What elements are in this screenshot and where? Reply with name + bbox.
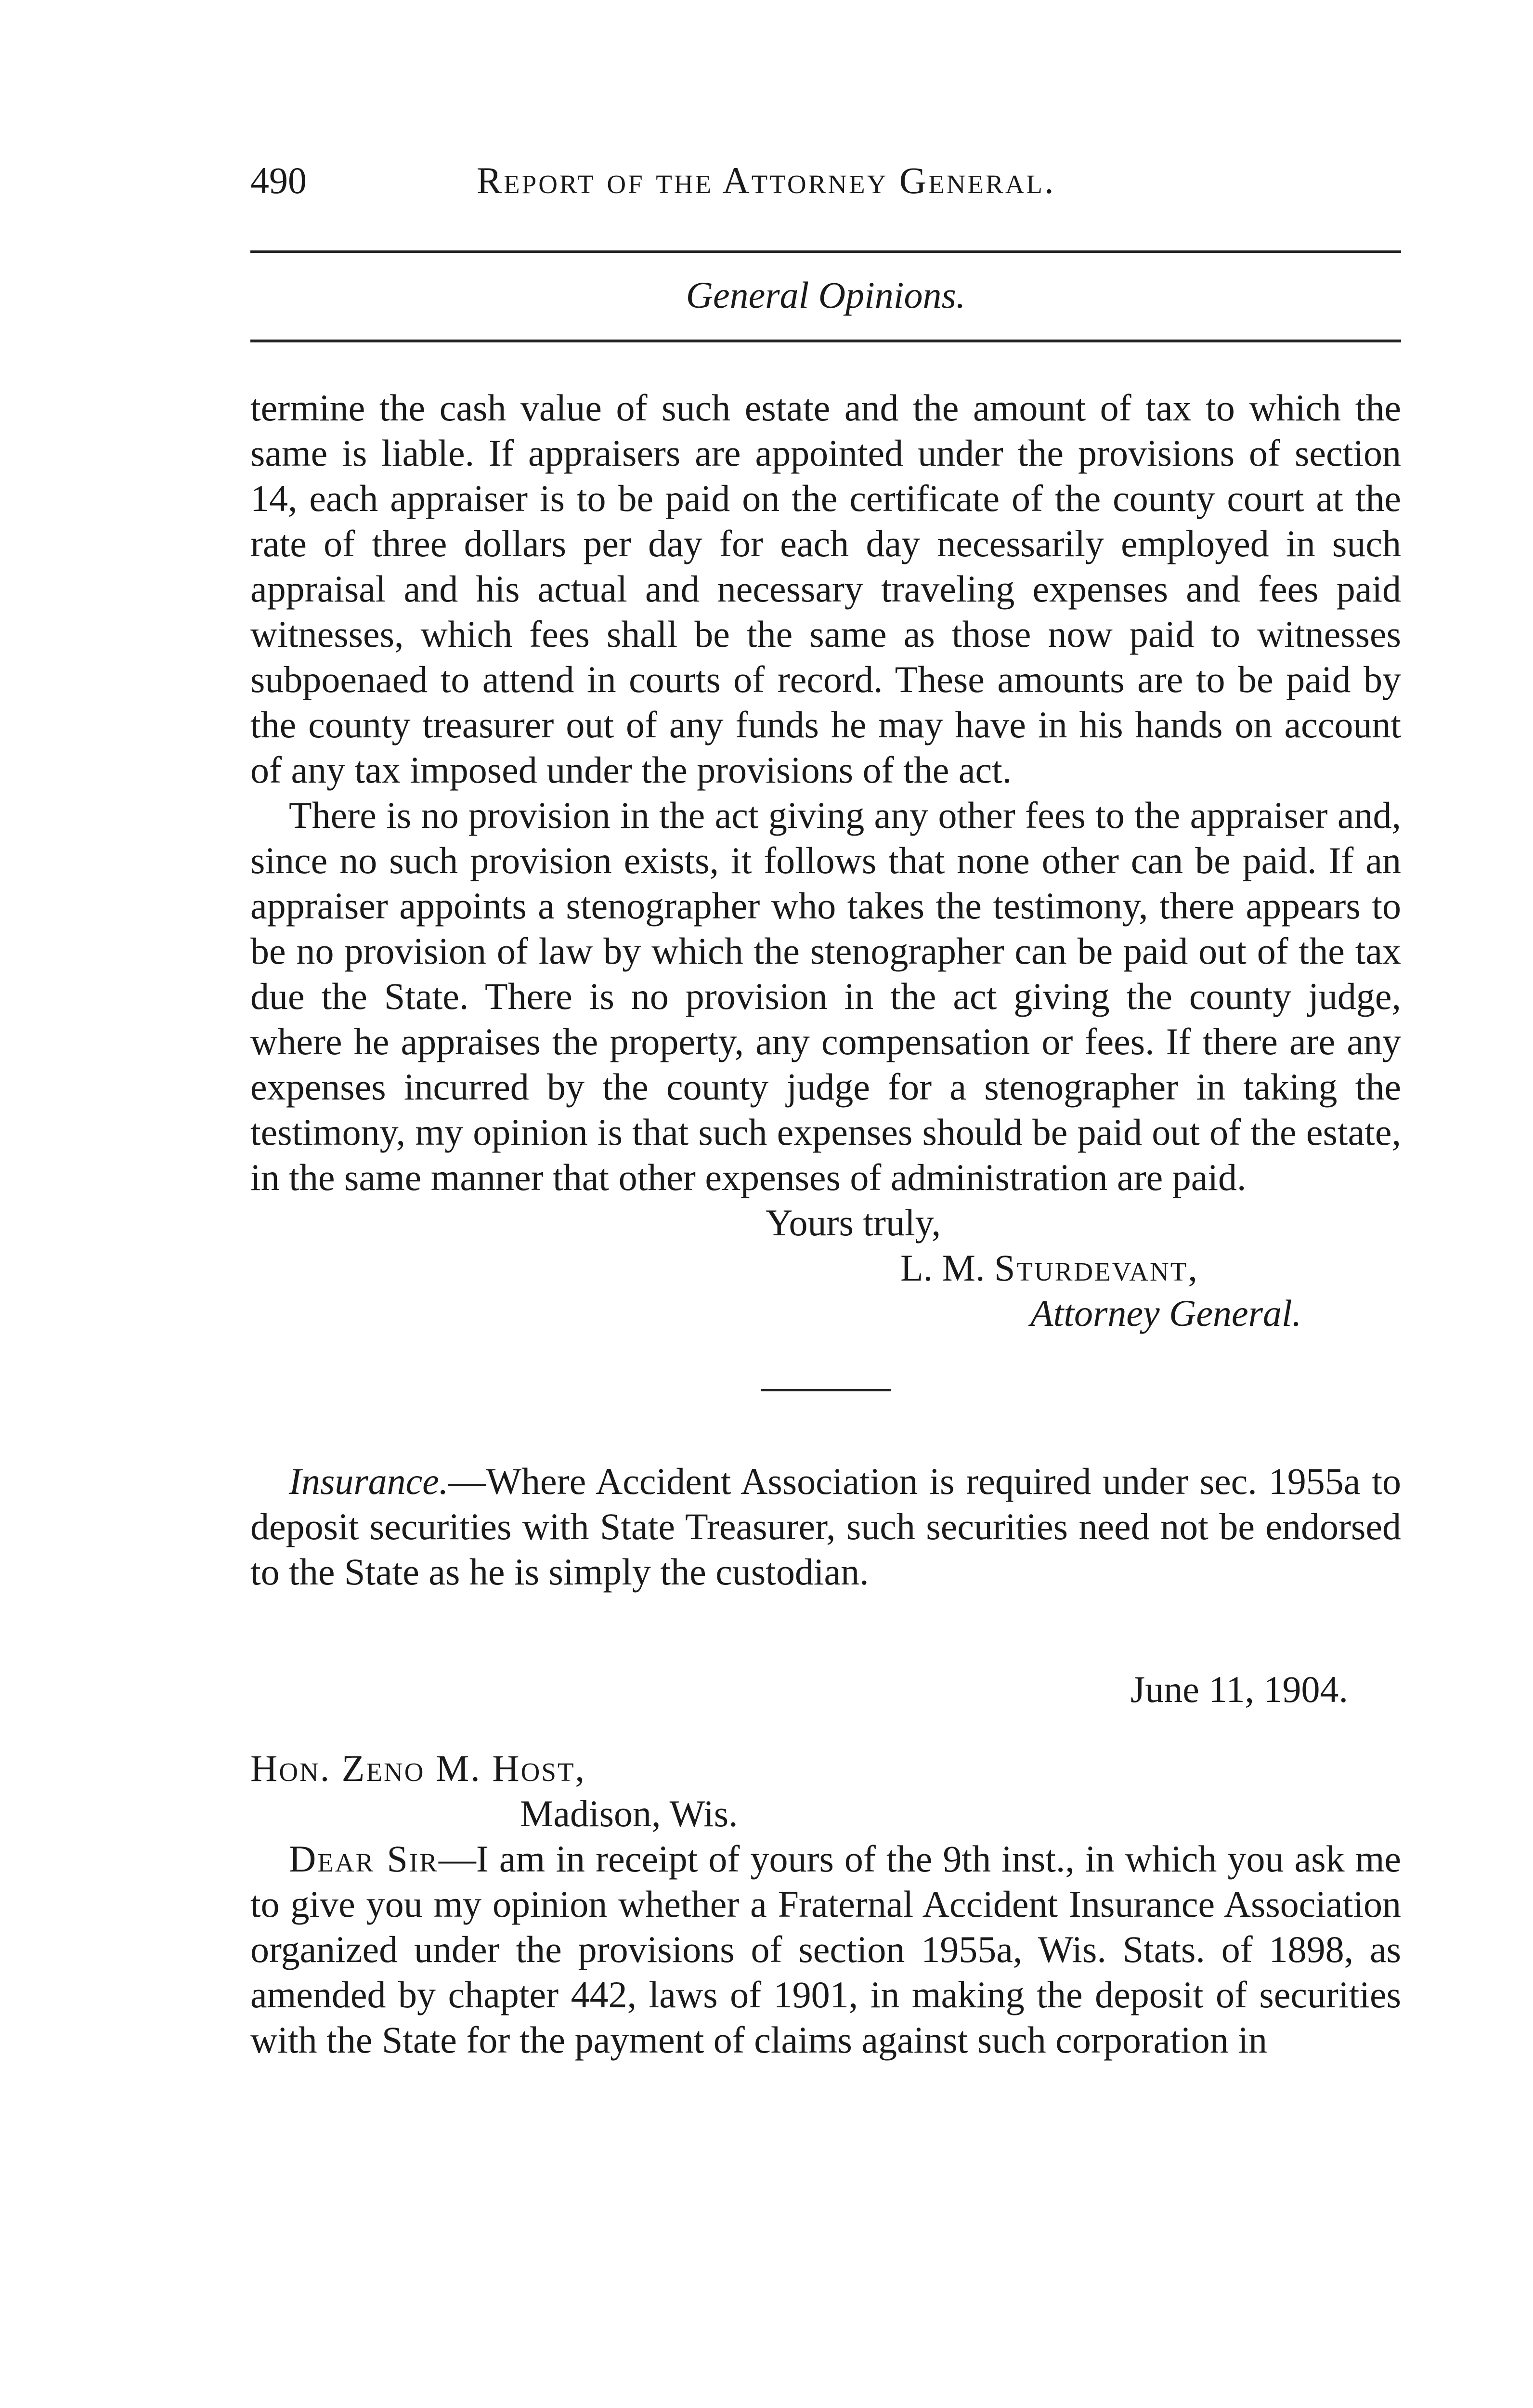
signer-title: Attorney General. bbox=[1030, 1292, 1302, 1334]
header-rule-top bbox=[250, 250, 1401, 253]
page-body bbox=[250, 385, 1401, 2063]
signer-surname: Sturdevant, bbox=[994, 1247, 1199, 1289]
letter-date: June 11, 1904. bbox=[1130, 1668, 1348, 1710]
page-header bbox=[250, 159, 1401, 217]
running-title: Report of the Attorney General. bbox=[477, 159, 1056, 201]
signer-initials: L. M. bbox=[900, 1247, 985, 1289]
address-city: Madison, Wis. bbox=[520, 1793, 738, 1834]
headnote-lead: Insurance. bbox=[289, 1460, 449, 1502]
section-title: General Opinions. bbox=[686, 274, 966, 316]
headnote-text: —Where Accident Association is required under sec. 1955a to deposit securities with State Treasurer, such securities need not be endorsed to the State as he is simply the custodian. bbox=[250, 1460, 1401, 1593]
signature-name bbox=[900, 1245, 1401, 1291]
section-separator bbox=[761, 1389, 891, 1391]
headnote bbox=[250, 1459, 1401, 1595]
page-number: 490 bbox=[250, 159, 307, 201]
opinion-paragraph-2: There is no provision in the act giving any other fees to the appraiser and, since no such provision exists, it follows that none other can be paid. If an appraiser appoints a stenographer who takes the testimony, there appears to be no provision of law by which the stenographer can be paid out of the tax due the State. There is no provision in the act giving the county judge, where he appraises the property, any compensation or fees. If there are any expenses incurred by the county judge for a stenographer in taking the testimony, my opinion is that such expenses should be paid out of the estate, in the same manner that other expenses of administration are paid. bbox=[250, 794, 1401, 1198]
opinion-paragraph-1: termine the cash value of such estate and the amount of tax to which the same is liable. If appraisers are appointed under the provisions of section 14, each appraiser is to be paid on the certificate of the county court at the rate of three dollars per day for each day necessarily employed in such appraisal and his actual and necessary traveling expenses and fees paid witnesses, which fees shall be the same as those now paid to witnesses subpoenaed to attend in courts of record. These amounts are to be paid by the county treasurer out of any funds he may have in his hands on account of any tax imposed under the provisions of the act. bbox=[250, 387, 1401, 791]
closing-line: Yours truly, bbox=[766, 1202, 941, 1243]
addressee: Hon. Zeno M. Host, bbox=[250, 1747, 586, 1789]
salutation: Dear Sir bbox=[289, 1838, 439, 1880]
header-rule-bottom bbox=[250, 340, 1401, 342]
letter-body bbox=[250, 1836, 1401, 2063]
letter-body-text: —I am in receipt of yours of the 9th inst., in which you ask me to give you my opinion whether a Fraternal Accident Insurance Association organized under the provisions of section 1955a, Wis. Stats. of 1898, as amended by chapter 442, laws of 1901, in making the deposit of securities with the State for the payment of claims against such corporation in bbox=[250, 1838, 1401, 2061]
